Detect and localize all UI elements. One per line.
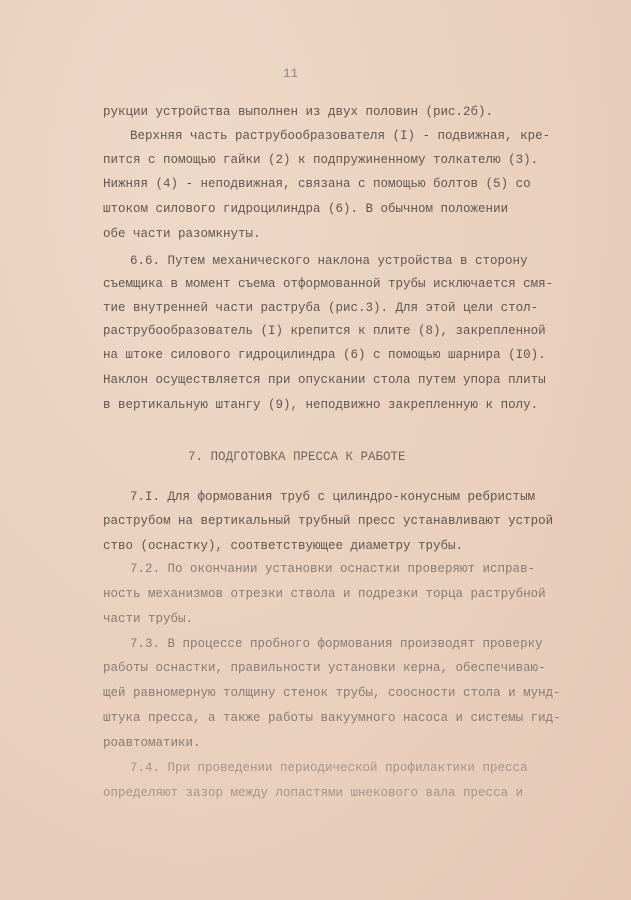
- text-line: штоком силового гидроцилиндра (6). В обычном положении: [103, 202, 509, 216]
- text-line: роавтоматики.: [103, 736, 201, 750]
- text-line: съемщика в момент съема отформованной трубы исключается смя-: [103, 277, 554, 291]
- text-line: на штоке силового гидроцилиндра (6) с помощью шарнира (I0).: [103, 348, 546, 362]
- page-number: 11: [283, 67, 299, 81]
- text-line: в вертикальную штангу (9), неподвижно закрепленную к полу.: [103, 398, 539, 412]
- text-line: рукции устройства выполнен из двух половин (рис.2б).: [103, 105, 494, 119]
- text-line: части трубы.: [103, 612, 194, 626]
- text-line: ство (оснастку), соответствующее диаметру трубы.: [103, 539, 464, 553]
- text-line: 7.4. При проведении периодической профилактики пресса: [130, 761, 528, 775]
- text-line: 7.2. По окончании установки оснастки проверяют исправ-: [130, 562, 536, 576]
- text-line: раструбом на вертикальный трубный пресс устанавливают устрой: [103, 514, 554, 528]
- text-line: обе части разомкнуты.: [103, 227, 261, 241]
- text-line: штука пресса, а также работы вакуумного насоса и системы гид-: [103, 711, 561, 725]
- text-line: щей равномерную толщину стенок трубы, соосности стола и мунд-: [103, 686, 561, 700]
- text-line: ность механизмов отрезки ствола и подрезки торца раструбной: [103, 587, 546, 601]
- text-line: работы оснастки, правильности установки керна, обеспечиваю-: [103, 661, 546, 675]
- text-line: пится с помощью гайки (2) к подпружиненному толкателю (3).: [103, 153, 539, 167]
- text-line: Наклон осуществляется при опускании стола путем упора плиты: [103, 373, 546, 387]
- text-line: 7.3. В процессе пробного формования производят проверку: [130, 637, 543, 651]
- text-line: 6.6. Путем механического наклона устройства в сторону: [130, 254, 528, 268]
- text-line: тие внутренней части раструба (рис.3). Для этой цели стол-: [103, 301, 539, 315]
- text-line: определяют зазор между лопастями шнекового вала пресса и: [103, 786, 524, 800]
- text-line: раструбообразователь (I) крепится к плите (8), закрепленной: [103, 324, 546, 338]
- text-line: Верхняя часть раструбообразователя (I) - подвижная, кре-: [130, 129, 551, 143]
- section-heading: 7. ПОДГОТОВКА ПРЕССА К РАБОТЕ: [188, 450, 406, 464]
- text-line: 7.I. Для формования труб с цилиндро-конусным ребристым: [130, 490, 536, 504]
- text-line: Нижняя (4) - неподвижная, связана с помощью болтов (5) со: [103, 177, 531, 191]
